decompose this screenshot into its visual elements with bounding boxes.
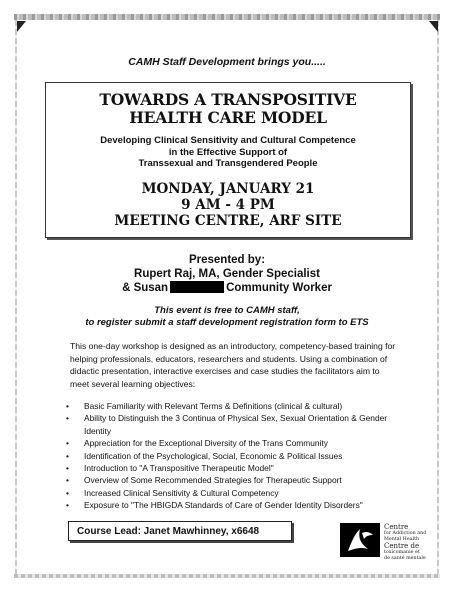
objective-item: • Introduction to "A Transpositive Therapeutic Model" — [62, 462, 412, 474]
scan-edge-bottom — [14, 574, 440, 578]
presented-by-label: Presented by: — [188, 254, 266, 266]
event-when — [46, 181, 410, 229]
subtitle-line-1: Developing Clinical Sensitivity and Cultural Competence — [100, 135, 356, 146]
corner-mark-top-right — [429, 21, 438, 32]
presenter-2-suffix: Community Worker — [226, 282, 332, 294]
redaction-block — [170, 281, 224, 293]
workshop-description: This one-day workshop is designed as an introductory, competency-based training for helping professionals, educators, researchers and students. Using a combination of didactic presentation, interactive exercises and case studies the facilitators aim to meet several learning objectives: — [70, 341, 396, 389]
logo-line-4: Centre de — [384, 542, 420, 551]
presenters — [0, 254, 454, 296]
event-date: MONDAY, JANUARY 21 — [141, 181, 315, 197]
event-title — [46, 91, 410, 127]
logo-line-5: toxicomanie et — [384, 550, 420, 556]
camh-logo-text — [384, 523, 432, 561]
logo-line-2: for Addiction and — [384, 531, 427, 536]
free-line-1: This event is free to CAMH staff, — [154, 305, 300, 316]
objective-item: • Exposure to "The HBIGDA Standards of Care of Gender Identity Disorders" — [62, 499, 412, 511]
event-subtitle — [46, 135, 410, 170]
logo-line-6: de santé mentale — [384, 555, 426, 561]
objective-item: • Ability to Distinguish the 3 Continua of Physical Sex, Sexual Orientation & Gender Identity — [62, 412, 412, 437]
event-time: 9 AM - 4 PM — [181, 197, 275, 213]
presenter-2-prefix: & Susan — [122, 282, 169, 294]
objective-item: • Increased Clinical Sensitivity & Cultural Competency — [62, 487, 412, 499]
intro-line: CAMH Staff Development brings you..... — [128, 56, 326, 68]
objective-item: • Basic Familiarity with Relevant Terms & Definitions (clinical & cultural) — [62, 400, 412, 412]
scan-edge-right — [437, 20, 439, 574]
title-line-1: TOWARDS A TRANSPOSITIVE — [99, 90, 357, 109]
logo-line-3: Mental Health — [384, 536, 420, 542]
title-line-2: HEALTH CARE MODEL — [129, 108, 327, 127]
presenter-2 — [0, 281, 454, 296]
presenter-1: Rupert Raj, MA, Gender Specialist — [134, 267, 320, 280]
title-box — [45, 82, 411, 238]
scan-edge-top — [14, 14, 440, 20]
subtitle-line-3: Transsexual and Transgendered People — [138, 158, 318, 169]
registration-note — [0, 305, 454, 329]
objective-item: • Overview of Some Recommended Strategies for Therapeutic Support — [62, 474, 412, 486]
camh-logo-icon — [340, 523, 380, 557]
learning-objectives — [62, 400, 412, 512]
course-lead-box: Course Lead: Janet Mawhinney, x6648 — [68, 521, 292, 541]
objective-item: • Identification of the Psychological, Social, Economic & Political Issues — [62, 450, 412, 462]
subtitle-line-2: in the Effective Support of — [168, 146, 288, 158]
scan-edge-left — [15, 20, 17, 574]
free-line-2: to register submit a staff development registration form to ETS — [85, 317, 369, 328]
corner-mark-top-left — [17, 21, 26, 32]
logo-line-1: Centre — [384, 523, 409, 531]
objective-item: • Appreciation for the Exceptional Diversity of the Trans Community — [62, 437, 412, 449]
event-location: MEETING CENTRE, ARF SITE — [114, 213, 342, 229]
